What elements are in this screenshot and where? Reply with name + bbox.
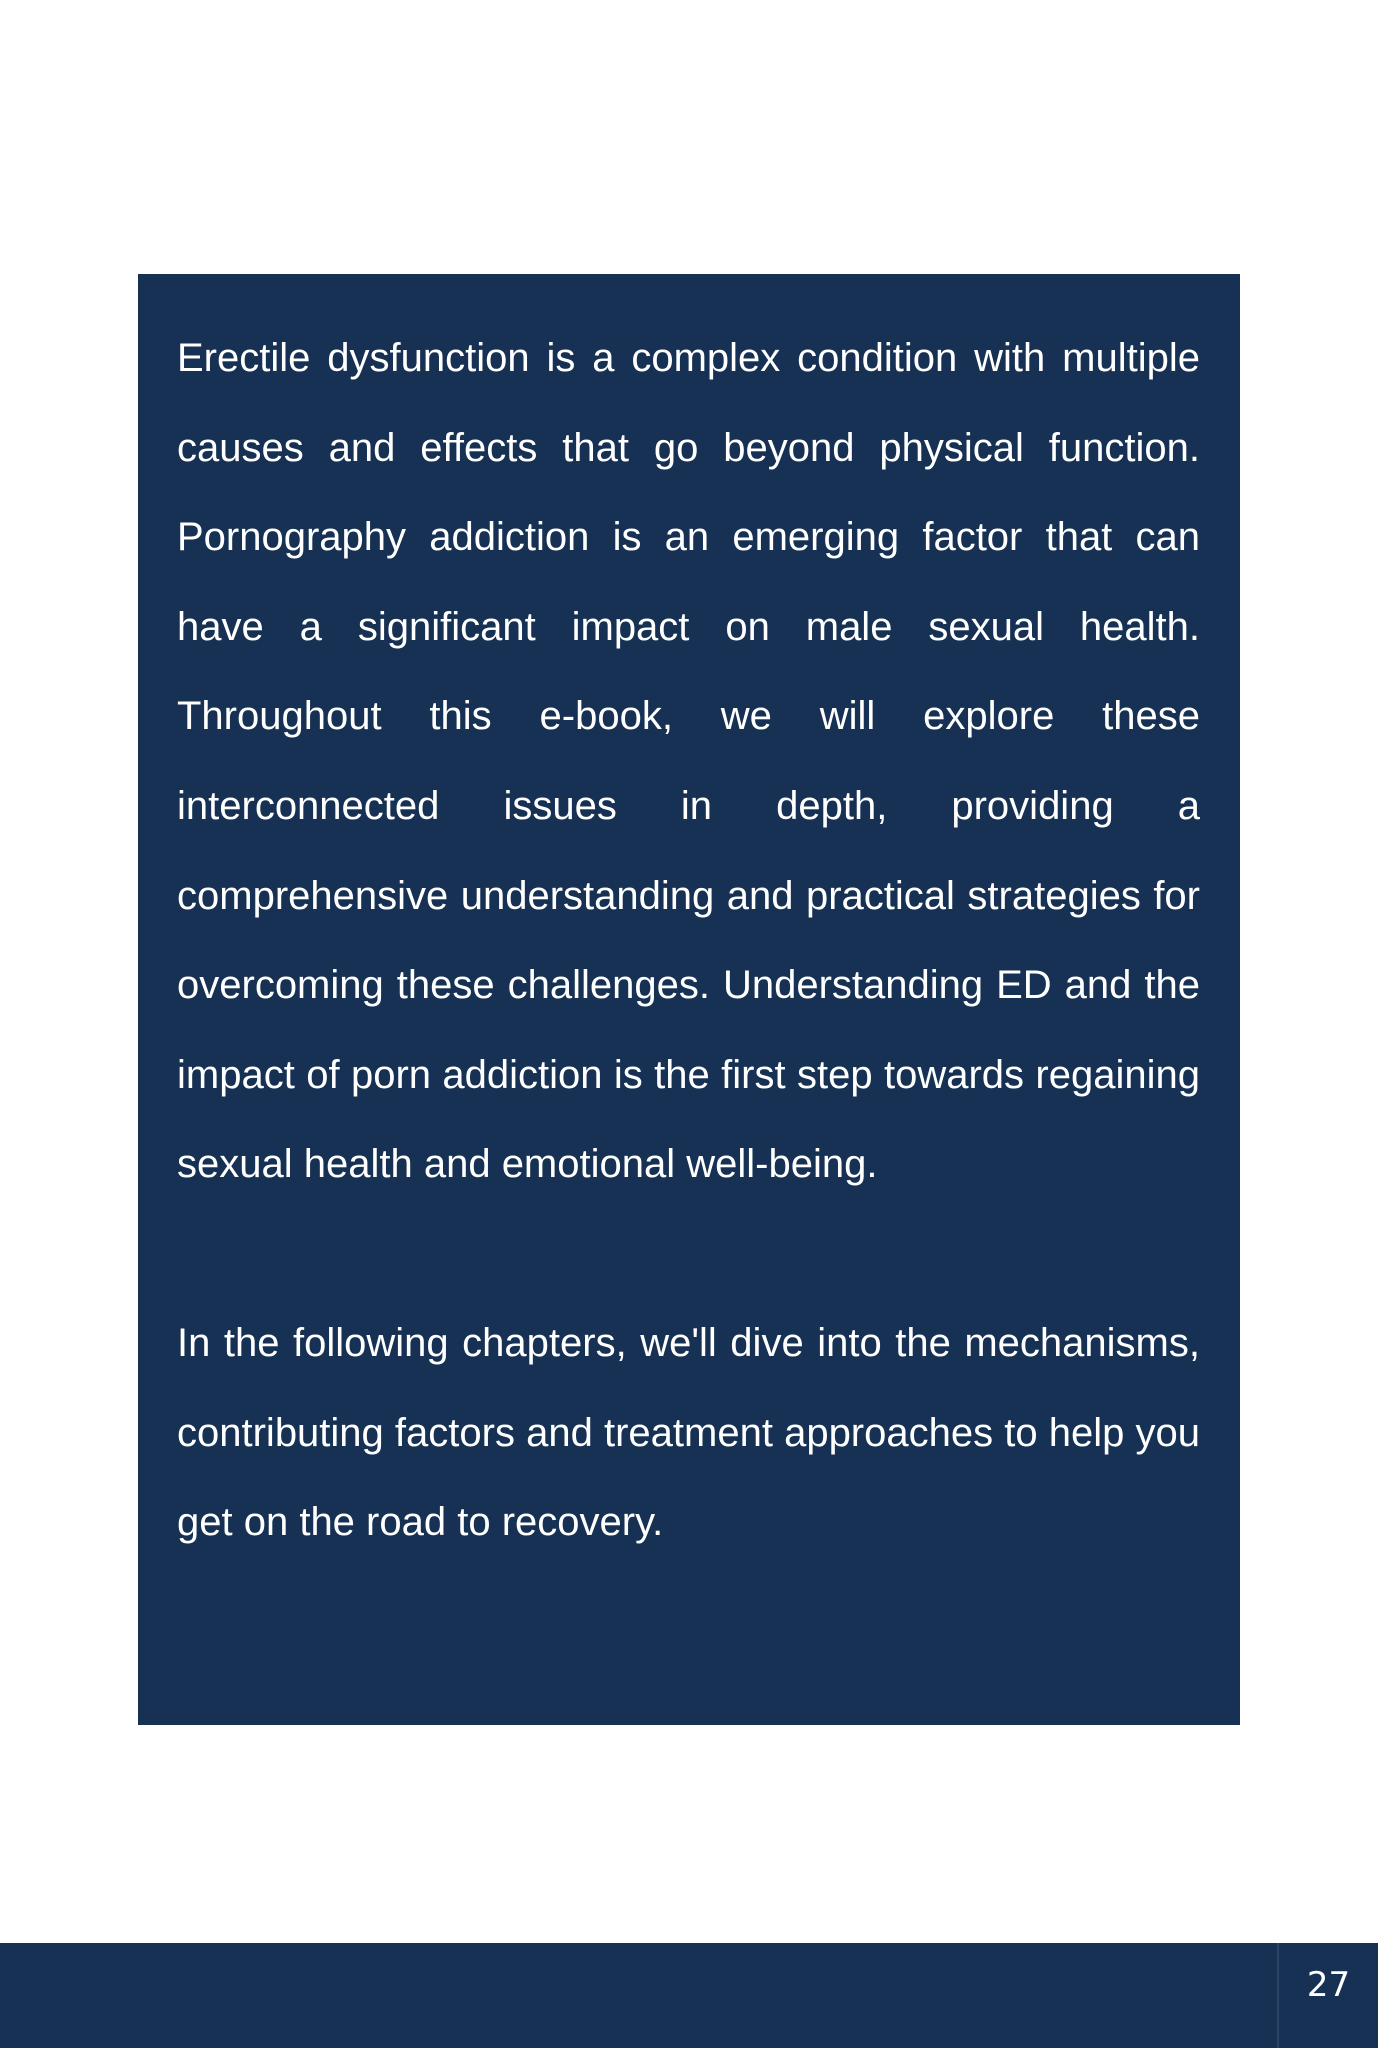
- content-panel: [138, 274, 1240, 1725]
- body-paragraph-2: In the following chapters, we'll dive into the mechanisms, contributing factors and treatment approaches to help you get on the road to recovery.: [177, 1320, 1200, 1545]
- page-number: 27: [1306, 1965, 1351, 2005]
- body-paragraph-1: Erectile dysfunction is a complex condition with multiple causes and effects that go beyond physical function. Pornography addiction is an emerging factor that can have a significant impact on male sexual health. Throughout this e-book, we will explore these interconnected issues in depth, providing a comprehensive understanding and practical strategies for overcoming these challenges. Understanding ED and the impact of porn addiction is the first step towards regaining sexual health and emotional well-being.: [177, 336, 1200, 1187]
- footer-bar: [0, 1943, 1378, 2048]
